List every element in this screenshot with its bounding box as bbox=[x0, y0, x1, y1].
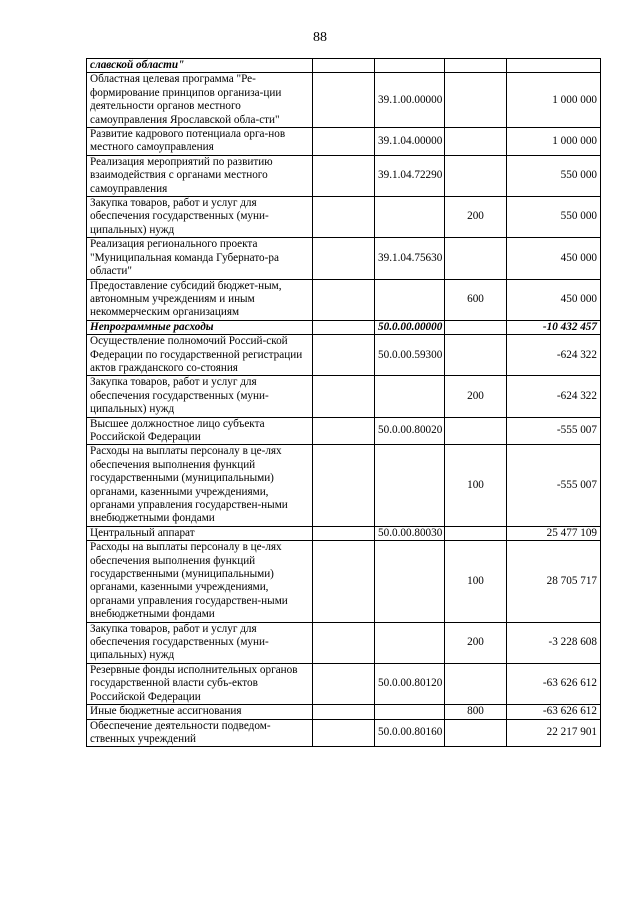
row-name-cell: Реализация регионального проекта "Муниципальная команда Губернато-ра области" bbox=[87, 238, 313, 279]
row-code-cell bbox=[375, 705, 445, 719]
row-name-cell: Резервные фонды исполнительных органов государственной власти субъ-ектов Российской Федерации bbox=[87, 663, 313, 704]
row-gap-cell bbox=[313, 376, 375, 417]
row-kind-cell: 800 bbox=[445, 705, 507, 719]
row-code-cell bbox=[375, 197, 445, 238]
row-name-cell: Обеспечение деятельности подведом-ственных учреждений bbox=[87, 719, 313, 747]
row-name-cell: Иные бюджетные ассигнования bbox=[87, 705, 313, 719]
row-gap-cell bbox=[313, 445, 375, 526]
row-name-cell: Осуществление полномочий Россий-ской Федерации по государственной регистрации актов гражданского со-стояния bbox=[87, 335, 313, 376]
row-name-cell: Закупка товаров, работ и услуг для обеспечения государственных (муни-ципальных) нужд bbox=[87, 376, 313, 417]
row-amount-cell: -10 432 457 bbox=[507, 320, 601, 334]
row-kind-cell bbox=[445, 663, 507, 704]
row-amount-cell: -555 007 bbox=[507, 445, 601, 526]
table-row bbox=[87, 73, 601, 128]
row-gap-cell bbox=[313, 705, 375, 719]
row-name-cell: Центральный аппарат bbox=[87, 526, 313, 540]
table-row bbox=[87, 541, 601, 622]
row-kind-cell: 200 bbox=[445, 622, 507, 663]
table-row bbox=[87, 719, 601, 747]
row-amount-cell: -63 626 612 bbox=[507, 663, 601, 704]
row-kind-cell bbox=[445, 719, 507, 747]
row-code-cell: 50.0.00.00000 bbox=[375, 320, 445, 334]
row-gap-cell bbox=[313, 320, 375, 334]
table-row bbox=[87, 128, 601, 156]
row-gap-cell bbox=[313, 622, 375, 663]
row-gap-cell bbox=[313, 663, 375, 704]
row-name-cell: Расходы на выплаты персоналу в це-лях обеспечения выполнения функций государственными (муниципальными) органами, казенными учреждениями, органами управления государствен-ными внебюджетными фондами bbox=[87, 445, 313, 526]
row-amount-cell: -624 322 bbox=[507, 376, 601, 417]
row-kind-cell bbox=[445, 417, 507, 445]
row-amount-cell: -3 228 608 bbox=[507, 622, 601, 663]
row-name-cell: Развитие кадрового потенциала орга-нов местного самоуправления bbox=[87, 128, 313, 156]
table-row bbox=[87, 622, 601, 663]
table-row bbox=[87, 445, 601, 526]
row-code-cell: 50.0.00.80030 bbox=[375, 526, 445, 540]
row-kind-cell bbox=[445, 335, 507, 376]
row-code-cell: 50.0.00.80120 bbox=[375, 663, 445, 704]
row-kind-cell bbox=[445, 155, 507, 196]
row-gap-cell bbox=[313, 197, 375, 238]
row-amount-cell: -624 322 bbox=[507, 335, 601, 376]
row-name-cell: Высшее должностное лицо субъекта Российской Федерации bbox=[87, 417, 313, 445]
table-row bbox=[87, 279, 601, 320]
row-code-cell: 39.1.04.72290 bbox=[375, 155, 445, 196]
row-kind-cell bbox=[445, 59, 507, 73]
row-code-cell: 39.1.00.00000 bbox=[375, 73, 445, 128]
row-amount-cell: 1 000 000 bbox=[507, 128, 601, 156]
row-amount-cell: 25 477 109 bbox=[507, 526, 601, 540]
row-kind-cell: 100 bbox=[445, 541, 507, 622]
table-row bbox=[87, 417, 601, 445]
row-amount-cell: -63 626 612 bbox=[507, 705, 601, 719]
table-row bbox=[87, 376, 601, 417]
row-gap-cell bbox=[313, 526, 375, 540]
row-name-cell: Реализация мероприятий по развитию взаимодействия с органами местного самоуправления bbox=[87, 155, 313, 196]
row-amount-cell: 450 000 bbox=[507, 279, 601, 320]
table-row bbox=[87, 705, 601, 719]
row-amount-cell: 22 217 901 bbox=[507, 719, 601, 747]
row-amount-cell: 550 000 bbox=[507, 155, 601, 196]
row-kind-cell bbox=[445, 526, 507, 540]
table-row bbox=[87, 335, 601, 376]
row-name-cell: Закупка товаров, работ и услуг для обеспечения государственных (муни-ципальных) нужд bbox=[87, 197, 313, 238]
row-kind-cell bbox=[445, 238, 507, 279]
row-kind-cell: 200 bbox=[445, 197, 507, 238]
row-gap-cell bbox=[313, 541, 375, 622]
row-amount-cell: -555 007 bbox=[507, 417, 601, 445]
row-code-cell: 39.1.04.75630 bbox=[375, 238, 445, 279]
row-gap-cell bbox=[313, 155, 375, 196]
table-row bbox=[87, 197, 601, 238]
table-row bbox=[87, 59, 601, 73]
table-row bbox=[87, 238, 601, 279]
table-row bbox=[87, 155, 601, 196]
row-code-cell: 50.0.00.80160 bbox=[375, 719, 445, 747]
table-row bbox=[87, 663, 601, 704]
row-code-cell bbox=[375, 622, 445, 663]
row-gap-cell bbox=[313, 719, 375, 747]
row-kind-cell bbox=[445, 320, 507, 334]
row-gap-cell bbox=[313, 128, 375, 156]
row-code-cell bbox=[375, 59, 445, 73]
row-gap-cell bbox=[313, 238, 375, 279]
row-name-cell: Закупка товаров, работ и услуг для обеспечения государственных (муни-ципальных) нужд bbox=[87, 622, 313, 663]
table-row bbox=[87, 320, 601, 334]
row-gap-cell bbox=[313, 59, 375, 73]
row-kind-cell: 200 bbox=[445, 376, 507, 417]
row-code-cell: 39.1.04.00000 bbox=[375, 128, 445, 156]
row-gap-cell bbox=[313, 279, 375, 320]
row-kind-cell bbox=[445, 73, 507, 128]
row-code-cell: 50.0.00.59300 bbox=[375, 335, 445, 376]
row-amount-cell: 1 000 000 bbox=[507, 73, 601, 128]
row-kind-cell: 100 bbox=[445, 445, 507, 526]
row-name-cell: Расходы на выплаты персоналу в це-лях обеспечения выполнения функций государственными (муниципальными) органами, казенными учреждениями, органами управления государствен-ными внебюджетными фондами bbox=[87, 541, 313, 622]
row-amount-cell: 28 705 717 bbox=[507, 541, 601, 622]
row-name-cell: Непрограммные расходы bbox=[87, 320, 313, 334]
row-name-cell: Предоставление субсидий бюджет-ным, автономным учреждениям и иным некоммерческим организациям bbox=[87, 279, 313, 320]
row-code-cell: 50.0.00.80020 bbox=[375, 417, 445, 445]
row-gap-cell bbox=[313, 417, 375, 445]
row-code-cell bbox=[375, 279, 445, 320]
row-name-cell: славской области" bbox=[87, 59, 313, 73]
row-code-cell bbox=[375, 445, 445, 526]
row-amount-cell: 450 000 bbox=[507, 238, 601, 279]
row-gap-cell bbox=[313, 73, 375, 128]
budget-table-body bbox=[87, 59, 601, 747]
row-name-cell: Областная целевая программа "Ре-формирование принципов организа-ции деятельности органов местного самоуправления Ярославской обла-сти" bbox=[87, 73, 313, 128]
row-kind-cell: 600 bbox=[445, 279, 507, 320]
row-kind-cell bbox=[445, 128, 507, 156]
row-code-cell bbox=[375, 376, 445, 417]
row-amount-cell: 550 000 bbox=[507, 197, 601, 238]
page-number: 88 bbox=[313, 30, 327, 45]
table-row bbox=[87, 526, 601, 540]
row-code-cell bbox=[375, 541, 445, 622]
row-gap-cell bbox=[313, 335, 375, 376]
budget-table bbox=[86, 58, 601, 747]
row-amount-cell bbox=[507, 59, 601, 73]
